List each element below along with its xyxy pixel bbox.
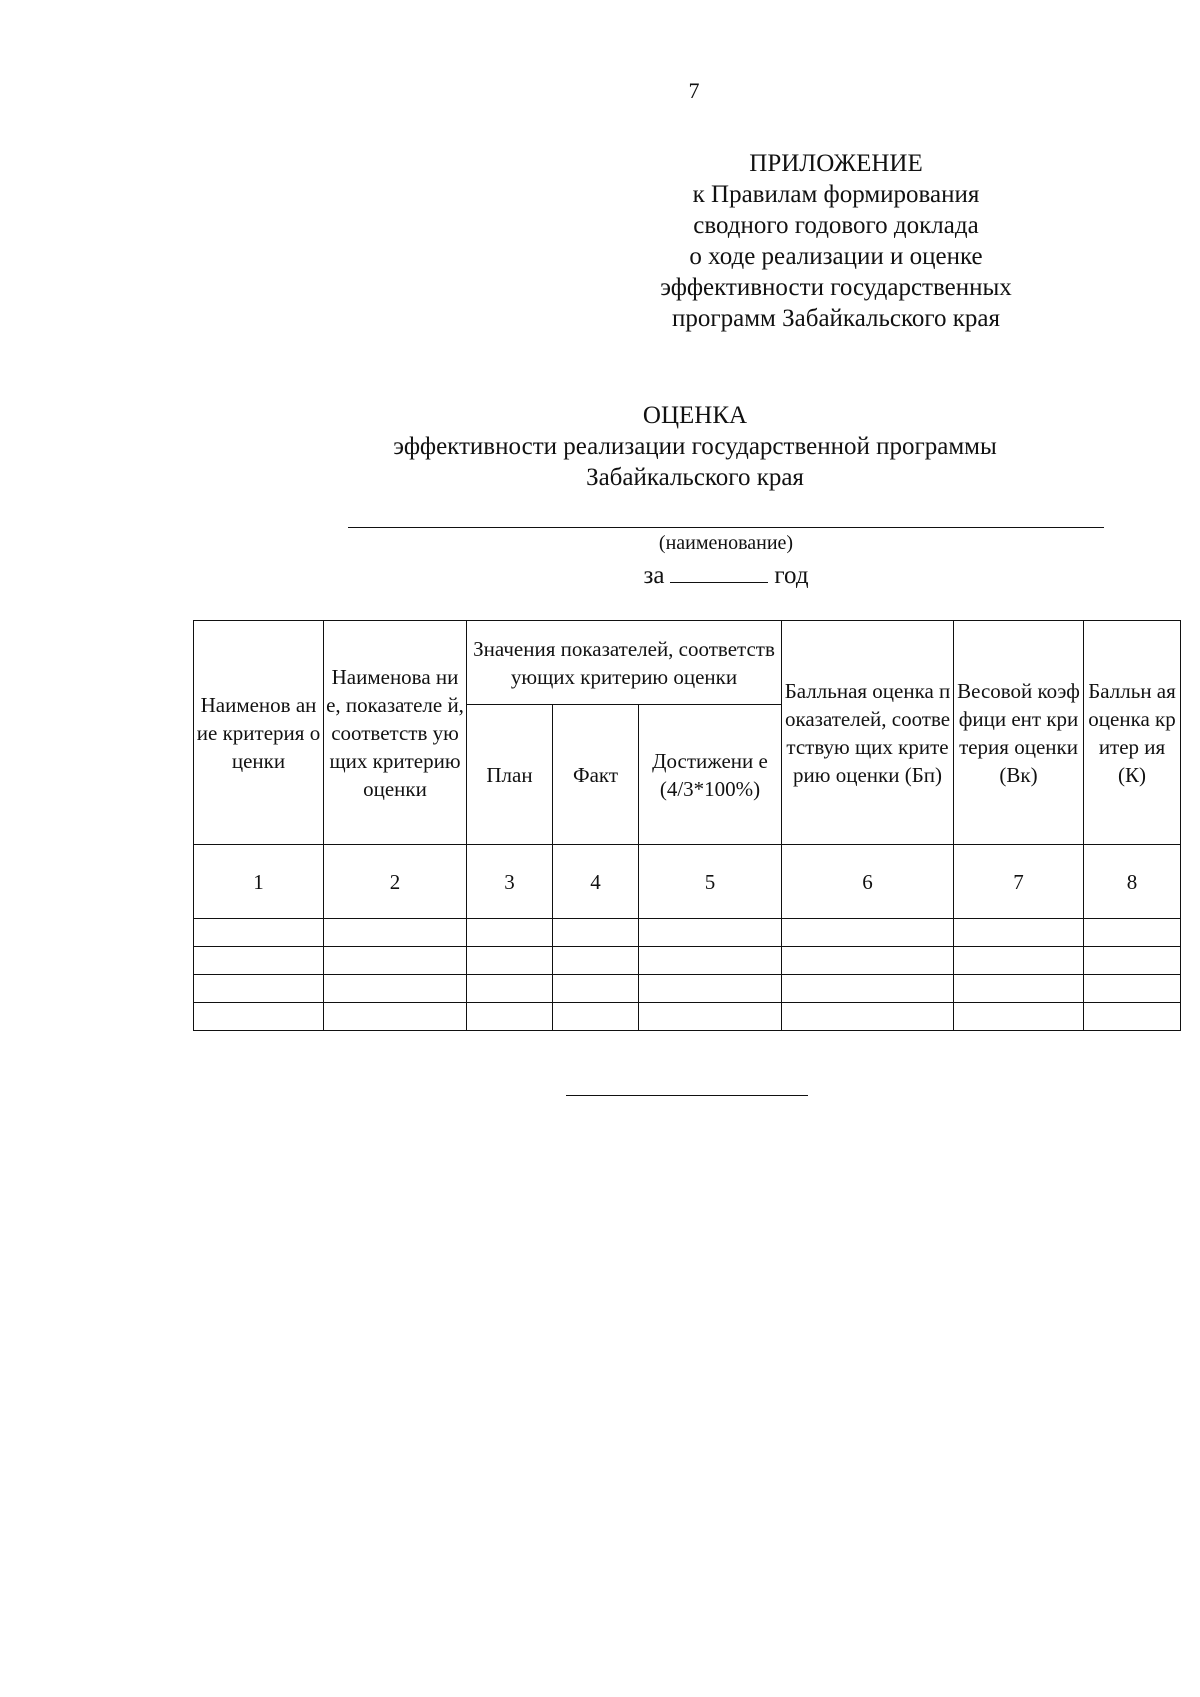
table-cell (194, 947, 324, 975)
table-cell (194, 975, 324, 1003)
appendix-line: эффективности государственных (660, 274, 1012, 301)
table-cell (782, 975, 954, 1003)
table-cell (324, 919, 467, 947)
name-caption: (наименование) (658, 532, 794, 554)
table-row (194, 919, 1181, 947)
table-cell (1084, 1003, 1181, 1031)
table-cell (782, 1003, 954, 1031)
column-number-row (194, 845, 1181, 919)
table-cell (1084, 947, 1181, 975)
title-heading: ОЦЕНКА (642, 402, 748, 429)
end-rule (566, 1095, 808, 1096)
column-number: 4 (553, 845, 639, 919)
table-row (194, 975, 1181, 1003)
table-cell (954, 1003, 1084, 1031)
table-cell (324, 947, 467, 975)
table-cell (324, 975, 467, 1003)
table-cell (639, 919, 782, 947)
year-blank (670, 560, 768, 583)
table-cell (467, 1003, 553, 1031)
header-indicator-values-group: Значения показателей, соответствующих критерию оценки (467, 621, 782, 705)
appendix-title: ПРИЛОЖЕНИЕ (749, 150, 923, 177)
table-cell (954, 919, 1084, 947)
header-row (194, 621, 1181, 705)
table-cell (194, 919, 324, 947)
title-line: Забайкальского края (586, 464, 804, 491)
table-cell (467, 975, 553, 1003)
program-name-blank (348, 527, 1104, 528)
table-cell (954, 947, 1084, 975)
header-criterion-name: Наименов ание критерия оценки (194, 621, 324, 845)
table-cell (553, 975, 639, 1003)
column-number: 3 (467, 845, 553, 919)
table-row (194, 947, 1181, 975)
title-line: эффективности реализации государственной программы (393, 433, 997, 460)
table-cell (467, 919, 553, 947)
appendix-line: программ Забайкальского края (672, 305, 1000, 332)
criteria-table (193, 620, 1181, 1031)
column-number: 8 (1084, 845, 1181, 919)
header-criterion-score: Балльн ая оценка критер ия (К) (1084, 621, 1181, 845)
table-cell (1084, 919, 1181, 947)
page-number: 7 (688, 78, 700, 103)
table-cell (639, 1003, 782, 1031)
appendix-header (606, 148, 1066, 334)
table-cell (782, 947, 954, 975)
header-achievement (639, 705, 782, 845)
table-cell (782, 919, 954, 947)
column-number: 1 (194, 845, 324, 919)
year-suffix: год (774, 562, 809, 589)
appendix-line: к Правилам формирования (692, 181, 980, 208)
column-number: 7 (954, 845, 1084, 919)
table-cell (639, 947, 782, 975)
achievement-formula: (4/3*100%) (659, 776, 761, 801)
table-cell (1084, 975, 1181, 1003)
header-fact: Факт (553, 705, 639, 845)
table-cell (194, 1003, 324, 1031)
appendix-line: о ходе реализации и оценке (689, 243, 983, 270)
header-indicator-score: Балльная оценка показателей, соответствую щих критерию оценки (Бп) (782, 621, 954, 845)
table-cell (639, 975, 782, 1003)
table-cell (553, 919, 639, 947)
table-cell (954, 975, 1084, 1003)
achievement-label: Достижени е (652, 748, 768, 773)
table-cell (553, 947, 639, 975)
column-number: 2 (324, 845, 467, 919)
column-number: 5 (639, 845, 782, 919)
column-number: 6 (782, 845, 954, 919)
table-cell (324, 1003, 467, 1031)
year-prefix: за (643, 562, 665, 589)
table-row (194, 1003, 1181, 1031)
header-indicator-name: Наименова ние, показателе й, соответств ующих критерию оценки (324, 621, 467, 845)
header-weight-coefficient: Весовой коэффици ент критерия оценки (Вк) (954, 621, 1084, 845)
document-title (330, 400, 1060, 493)
table-cell (467, 947, 553, 975)
header-plan: План (467, 705, 553, 845)
year-row (348, 560, 1104, 590)
appendix-line: сводного годового доклада (693, 212, 979, 239)
table-cell (553, 1003, 639, 1031)
